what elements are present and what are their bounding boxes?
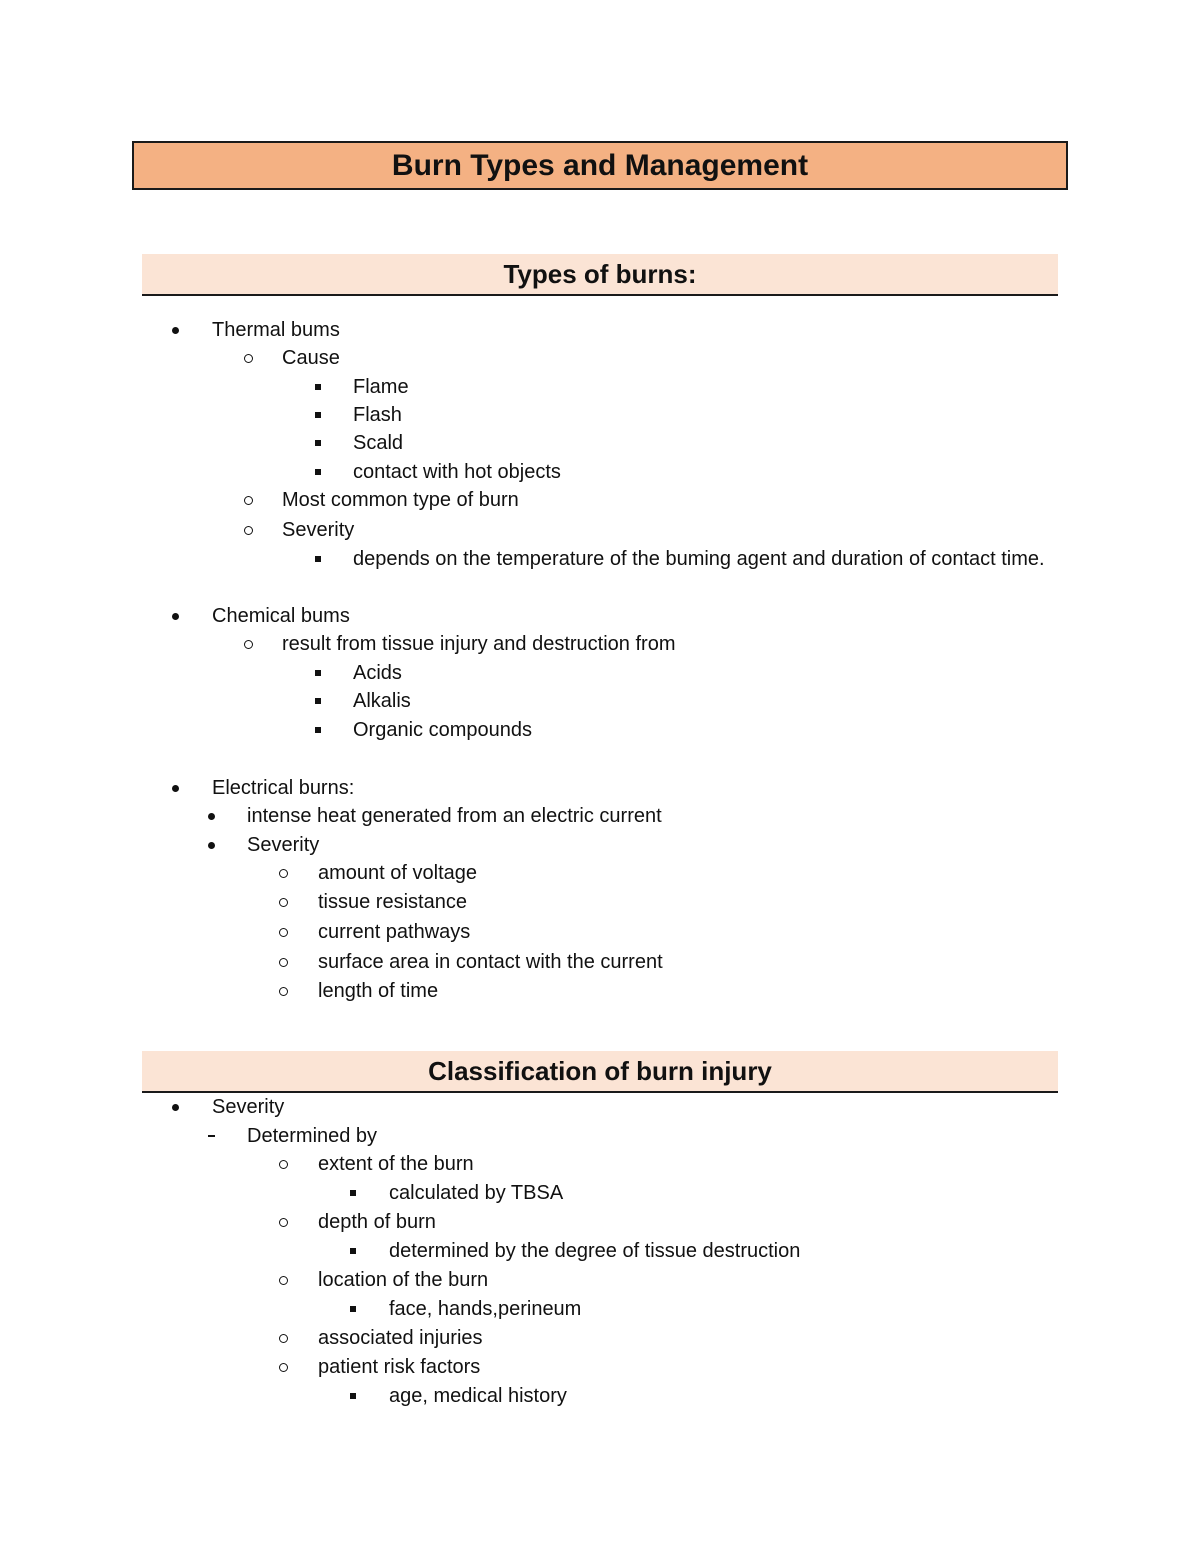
- disc-bullet-icon: [204, 804, 218, 828]
- square-bullet-icon: [311, 547, 325, 571]
- list-item-text: age, medical history: [389, 1385, 567, 1407]
- circle-bullet-icon: [276, 950, 290, 974]
- list-item-text: intense heat generated from an electric current: [247, 805, 662, 827]
- list-item-text: Chemical bums: [212, 605, 350, 627]
- list-item-text: Severity: [282, 519, 355, 541]
- list-item-text: current pathways: [318, 921, 471, 943]
- list-item-text: determined by the degree of tissue destruction: [389, 1240, 801, 1262]
- circle-bullet-icon: [276, 1355, 290, 1379]
- disc-bullet-icon: [204, 833, 218, 857]
- list-item-text: Organic compounds: [353, 719, 532, 741]
- square-bullet-icon: [311, 375, 325, 399]
- square-bullet-icon: [346, 1239, 360, 1263]
- square-bullet-icon: [346, 1297, 360, 1321]
- square-bullet-icon: [346, 1181, 360, 1205]
- list-item-text: Thermal bums: [212, 319, 340, 341]
- section-heading-types: Types of burns:: [142, 254, 1058, 296]
- square-bullet-icon: [346, 1384, 360, 1408]
- list-item-text: Most common type of burn: [282, 489, 519, 511]
- circle-bullet-icon: [276, 1326, 290, 1350]
- list-item-text: Severity: [212, 1096, 285, 1118]
- circle-bullet-icon: [241, 632, 255, 656]
- circle-bullet-icon: [276, 920, 290, 944]
- circle-bullet-icon: [276, 861, 290, 885]
- square-bullet-icon: [311, 431, 325, 455]
- list-item-text: calculated by TBSA: [389, 1182, 564, 1204]
- list-item-text: Alkalis: [353, 690, 411, 712]
- circle-bullet-icon: [276, 890, 290, 914]
- list-item-text: length of time: [318, 980, 439, 1002]
- circle-bullet-icon: [276, 979, 290, 1003]
- circle-bullet-icon: [276, 1210, 290, 1234]
- list-item-text: result from tissue injury and destruction from: [282, 633, 676, 655]
- disc-bullet-icon: [168, 604, 182, 628]
- list-item-text: Cause: [282, 347, 340, 369]
- list-item-text: depth of burn: [318, 1211, 436, 1233]
- disc-bullet-icon: [168, 1095, 182, 1119]
- section-heading-classification: Classification of burn injury: [142, 1051, 1058, 1093]
- list-item-text: Flame: [353, 376, 409, 398]
- dash-bullet-icon: [204, 1124, 218, 1148]
- list-item-text: face, hands,perineum: [389, 1298, 582, 1320]
- list-item-text: Electrical burns:: [212, 777, 355, 799]
- list-item-text: associated injuries: [318, 1327, 483, 1349]
- list-item-text: contact with hot objects: [353, 461, 561, 483]
- list-item-text: Scald: [353, 432, 404, 454]
- list-item-text: extent of the burn: [318, 1153, 474, 1175]
- square-bullet-icon: [311, 460, 325, 484]
- list-item-text: tissue resistance: [318, 891, 467, 913]
- square-bullet-icon: [311, 403, 325, 427]
- disc-bullet-icon: [168, 318, 182, 342]
- square-bullet-icon: [311, 718, 325, 742]
- list-item-text: patient risk factors: [318, 1356, 481, 1378]
- list-item-text: Severity: [247, 834, 320, 856]
- circle-bullet-icon: [276, 1268, 290, 1292]
- circle-bullet-icon: [241, 518, 255, 542]
- list-item-text: amount of voltage: [318, 862, 477, 884]
- list-item-text: Determined by: [247, 1125, 378, 1147]
- circle-bullet-icon: [241, 488, 255, 512]
- list-item-text: Acids: [353, 662, 402, 684]
- circle-bullet-icon: [241, 346, 255, 370]
- square-bullet-icon: [311, 661, 325, 685]
- list-item-text: location of the burn: [318, 1269, 489, 1291]
- square-bullet-icon: [311, 689, 325, 713]
- disc-bullet-icon: [168, 776, 182, 800]
- list-item-text: surface area in contact with the current: [318, 951, 663, 973]
- list-item-text: depends on the temperature of the buming agent and duration of contact time.: [353, 548, 1045, 570]
- circle-bullet-icon: [276, 1152, 290, 1176]
- list-item-text: Flash: [353, 404, 402, 426]
- page-title: Burn Types and Management: [132, 141, 1068, 190]
